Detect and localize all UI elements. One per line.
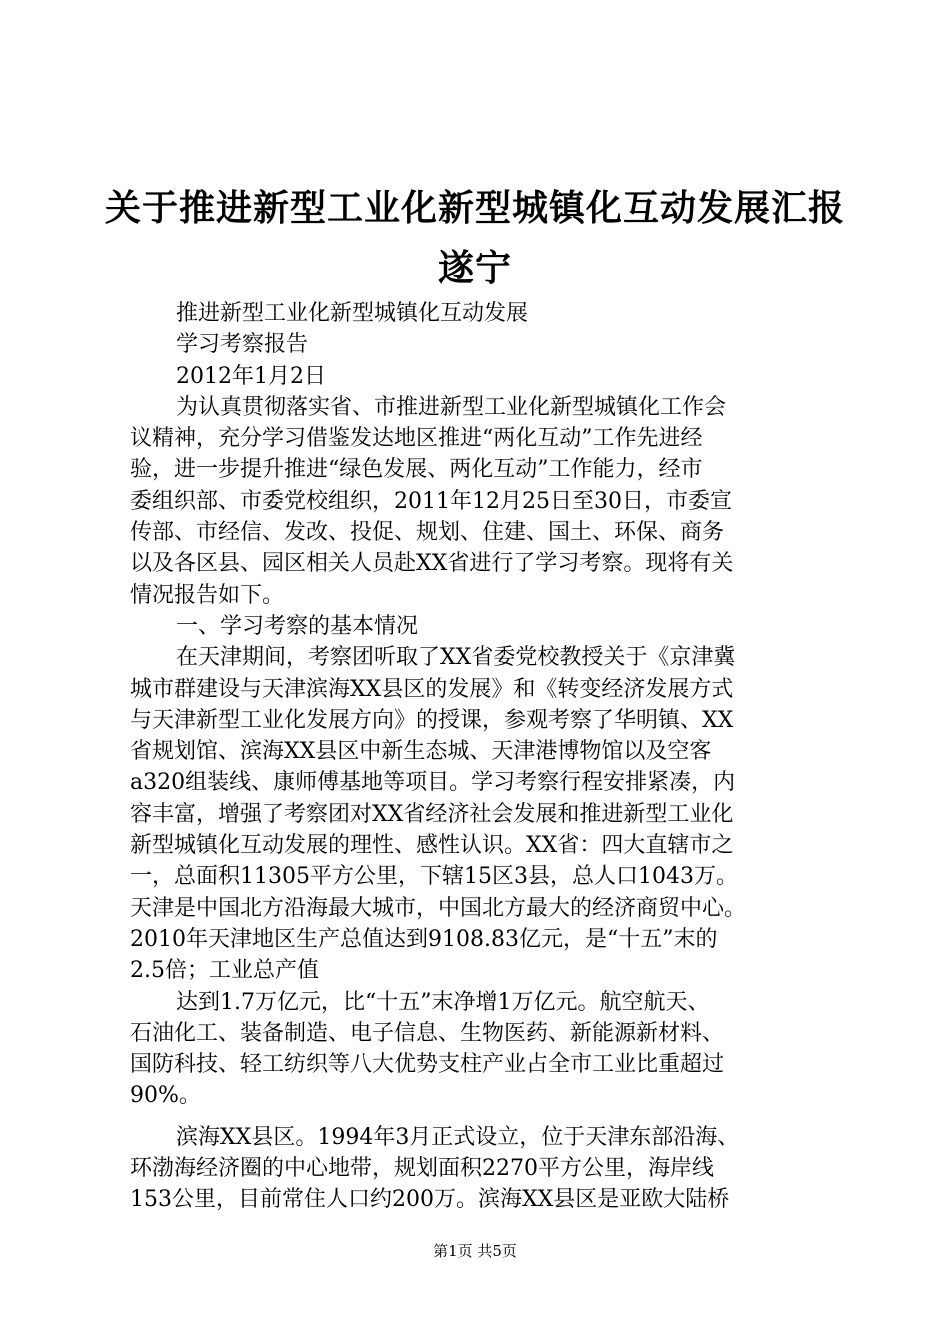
date-line: 2012年1月2日	[176, 363, 326, 389]
subtitle-line: 学习考察报告	[176, 332, 309, 358]
paragraph-line: 石油化工、装备制造、电子信息、生物医药、新能源新材料、	[130, 1020, 725, 1046]
paragraph-line: 2010年天津地区生产总值达到9108.83亿元，是“十五”末的	[130, 926, 718, 952]
document-body	[130, 298, 830, 1216]
paragraph-line: 与天津新型工业化发展方向》的授课，参观考察了华明镇、XX	[130, 707, 734, 733]
paragraph-line: 新型城镇化互动发展的理性、感性认识。XX省：四大直辖市之	[130, 833, 734, 859]
paragraph-line: 153公里，目前常住人口约200万。滨海XX县区是亚欧大陆桥	[130, 1187, 730, 1213]
page-footer: 第1页 共5页	[433, 1242, 517, 1260]
paragraph-line: 省规划馆、滨海XX县区中新生态城、天津港博物馆以及空客	[130, 739, 712, 765]
paragraph-line: 议精神，充分学习借鉴发达地区推进“两化互动”工作先进经	[130, 426, 703, 452]
paragraph-line: 为认真贯彻落实省、市推进新型工业化新型城镇化工作会	[176, 394, 727, 420]
paragraph-line: 天津是中国北方沿海最大城市，中国北方最大的经济商贸中心。	[130, 895, 747, 921]
paragraph-line: 验，进一步提升推进“绿色发展、两化互动”工作能力，经市	[130, 457, 703, 483]
paragraph-line: 传部、市经信、发改、投促、规划、住建、国土、环保、商务	[130, 520, 725, 546]
paragraph-line: 一，总面积11305平方公里，下辖15区3县，总人口1043万。	[130, 864, 738, 890]
paragraph-line: 国防科技、轻工纺织等八大优势支柱产业占全市工业比重超过	[130, 1052, 725, 1078]
paragraph-line: 城市群建设与天津滨海XX县区的发展》和《转变经济发展方式	[130, 676, 734, 702]
paragraph-line: 在天津期间，考察团听取了XX省委党校教授关于《京津冀	[176, 645, 736, 671]
paragraph-line: a320组装线、康师傅基地等项目。学习考察行程安排紧凑，内	[130, 770, 736, 796]
document-title: 关于推进新型工业化新型城镇化互动发展汇报	[104, 187, 845, 229]
subtitle-line: 推进新型工业化新型城镇化互动发展	[176, 301, 529, 326]
paragraph-line: 滨海XX县区。1994年3月正式设立，位于天津东部沿海、	[176, 1124, 740, 1150]
paragraph-line: 环渤海经济圈的中心地带，规划面积2270平方公里，海岸线	[130, 1156, 714, 1182]
paragraph-line: 情况报告如下。	[130, 582, 285, 608]
section-heading: 一、学习考察的基本情况	[176, 613, 419, 639]
document-title-continued: 遂宁	[437, 247, 512, 289]
paragraph-line: 以及各区县、园区相关人员赴XX省进行了学习考察。现将有关	[130, 551, 734, 577]
paragraph-spacer	[130, 1112, 830, 1122]
paragraph-line: 委组织部、市委党校组织，2011年12月25日至30日，市委宣	[130, 488, 732, 514]
paragraph-line: 达到1.7万亿元，比“十五”末净增1万亿元。航空航天、	[176, 989, 710, 1015]
paragraph-line: 容丰富，增强了考察团对XX省经济社会发展和推进新型工业化	[130, 801, 734, 827]
paragraph-line: 2.5倍；工业总产值	[130, 958, 319, 984]
paragraph-line: 90%。	[130, 1083, 201, 1109]
